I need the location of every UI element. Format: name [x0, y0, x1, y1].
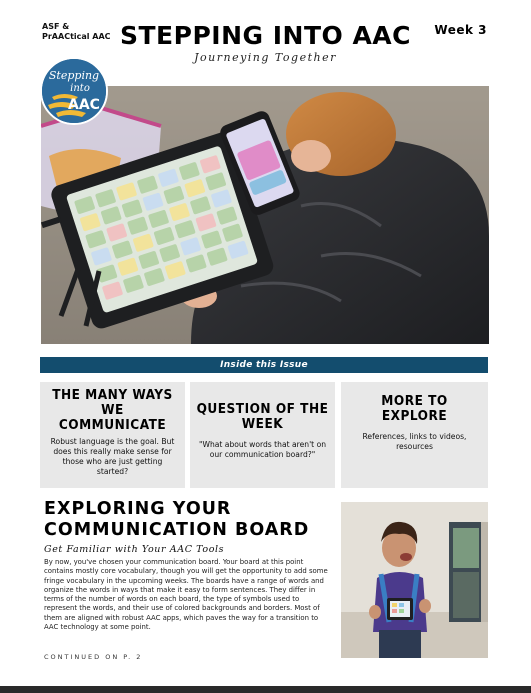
article-subtitle: Get Familiar with Your AAC Tools	[44, 544, 225, 555]
logo-line-3: AAC	[68, 97, 100, 113]
continued-link[interactable]: CONTINUED ON P. 2	[44, 653, 143, 661]
org-line-2: PrAACtical AAC	[42, 32, 111, 41]
article-title: EXPLORING YOUR COMMUNICATION BOARD	[44, 499, 310, 540]
logo-line-2: into	[70, 83, 90, 94]
box-heading: QUESTION OF THE WEEK	[196, 401, 329, 432]
box-text: "What about words that aren't on our communication board?"	[198, 440, 327, 459]
side-photo	[341, 502, 488, 658]
child-with-communication-board-photo	[341, 502, 488, 658]
newsletter-subtitle: Journeying Together	[194, 51, 337, 64]
page-bottom-edge	[0, 686, 531, 693]
box-heading: THE MANY WAYS WE COMMUNICATE	[52, 387, 173, 433]
box-text: Robust language is the goal. But does this really make sense for those who are just getting started?	[50, 437, 175, 476]
issue-box-many-ways	[40, 382, 185, 488]
article-body: By now, you've chosen your communication board. Your board at this point contains mostly core vocabulary, though you will get the opportunity to add some fringe vocabulary in the upcoming weeks. The boards have a range of words and organize the words in ways that make it easy to form sentences. They differ in terms of the number of words on each board, the type of symbols used to represent the words, and their use of colored backgrounds and borders. Most of them are aligned with robust AAC apps, which paves the way for a transition to AAC technology at some point.	[44, 558, 328, 632]
logo-line-1: Stepping	[48, 69, 100, 82]
week-label: Week 3	[434, 23, 487, 37]
org-line-1: ASF &	[42, 22, 70, 31]
inside-this-issue-bar: Inside this Issue	[40, 357, 488, 373]
issue-box-more-to-explore	[341, 382, 488, 488]
newsletter-title: STEPPING INTO AAC	[119, 21, 411, 50]
box-text: References, links to videos, resources	[362, 432, 467, 451]
hero-photo	[41, 86, 489, 344]
box-heading: MORE TO EXPLORE	[381, 393, 448, 424]
child-using-aac-tablet-photo	[41, 86, 489, 344]
logo-icon	[42, 59, 106, 123]
issue-box-question-of-week	[190, 382, 335, 488]
stepping-into-aac-logo	[40, 57, 108, 125]
